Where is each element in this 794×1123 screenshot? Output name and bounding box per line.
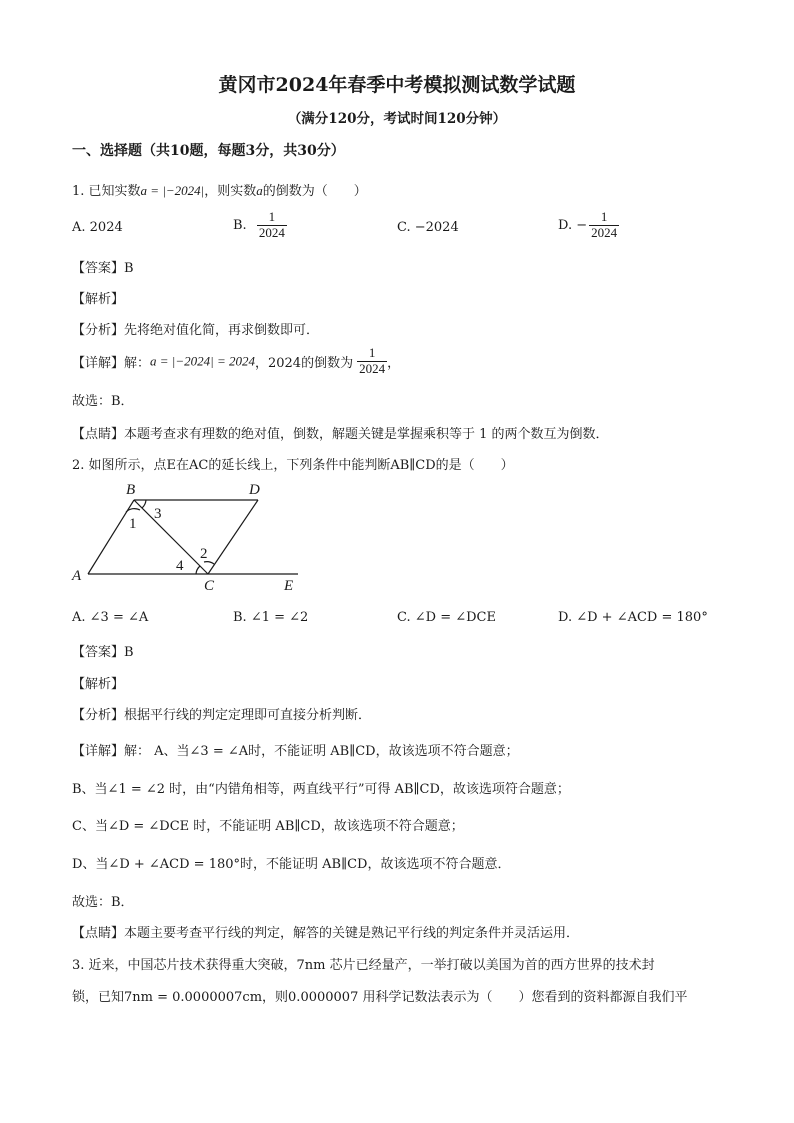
q2-fenxi: 【分析】根据平行线的判定定理即可直接分析判断．	[72, 708, 372, 723]
q1-comment: 【点睛】本题考查求有理数的绝对值，倒数，解题关键是掌握乘积等于 1 的两个数互为倒数．	[72, 427, 609, 442]
q2-analysis-header: 【解析】	[72, 677, 125, 692]
q2-option-d: D. ∠D + ∠ACD = 180°	[558, 610, 708, 625]
q1-conclusion: 故选：B．	[72, 394, 134, 409]
q1-option-b: B. $\frac{1}{2024}$	[233, 209, 285, 240]
q1-fenxi: 【分析】先将绝对值化简，再求倒数即可．	[72, 323, 320, 338]
q3-line-1: 3. 近来，中国芯片技术获得重大突破，7nm 芯片已经量产，一举打破以美国为首的西方世界的技术封	[72, 958, 655, 973]
angle-4-arc	[196, 566, 200, 574]
q1-option-c: C. −2024	[397, 220, 459, 235]
q1-answer: 【答案】B	[72, 261, 134, 276]
angle-2-arc	[204, 562, 214, 564]
q1-stem-expression: a = |−2024|	[140, 183, 205, 198]
q2-detail-d: D、当∠D + ∠ACD = 180°时，不能证明 AB∥CD，故该选项不符合题意．	[72, 857, 511, 872]
q1-detail: 【详解】解：a = |−2024| = 2024，2024的倒数为 $\frac{1}{2024}$ ，	[72, 345, 401, 376]
page-title: 黄冈市2024年春季中考模拟测试数学试题	[218, 74, 576, 96]
q1-option-d: D. − $\frac{1}{2024}$	[558, 209, 618, 240]
label-angle-2: 2	[200, 546, 208, 562]
q2-parallelogram-diagram	[68, 478, 308, 598]
q1-stem: 1. 已知实数a = |−2024|，则实数a的倒数为（ ）	[72, 183, 367, 199]
segment-bc	[134, 500, 208, 574]
q2-answer: 【答案】B	[72, 645, 134, 660]
label-angle-3: 3	[154, 506, 162, 522]
q2-stem: 2. 如图所示，点E在AC的延长线上，下列条件中能判断AB∥CD的是（ ）	[72, 458, 514, 473]
q2-detail-b: B、当∠1 = ∠2 时，由“内错角相等，两直线平行”可得 AB∥CD，故该选项符合题意；	[72, 782, 570, 797]
label-c: C	[204, 578, 215, 594]
segment-dc	[208, 500, 258, 574]
q1-analysis-header: 【解析】	[72, 292, 125, 307]
q2-option-b: B. ∠1 = ∠2	[233, 610, 309, 625]
angle-3-arc	[142, 500, 146, 508]
label-b: B	[126, 482, 136, 498]
q2-option-c: C. ∠D = ∠DCE	[397, 610, 496, 625]
q2-conclusion: 故选：B．	[72, 895, 134, 910]
label-a: A	[72, 568, 82, 584]
label-d: D	[249, 482, 260, 498]
exam-subtitle: （满分120分，考试时间120分钟）	[287, 111, 507, 127]
q2-detail-c: C、当∠D = ∠DCE 时，不能证明 AB∥CD，故该选项不符合题意；	[72, 819, 464, 834]
q2-option-a: A. ∠3 = ∠A	[72, 610, 149, 625]
section-heading: 一、选择题（共10题，每题3分，共30分）	[72, 143, 345, 159]
q3-line-2: 锁，已知7nm = 0.0000007cm，则0.0000007 用科学记数法表示为（ ）您看到的资料都源自我们平	[72, 990, 688, 1005]
q2-detail-a: 【详解】解： A、当∠3 = ∠A时，不能证明 AB∥CD，故该选项不符合题意；	[72, 744, 519, 759]
label-angle-4: 4	[176, 558, 184, 574]
label-e: E	[284, 578, 294, 594]
q2-comment: 【点睛】本题主要考查平行线的判定，解答的关键是熟记平行线的判定条件并灵活运用．	[72, 926, 580, 941]
label-angle-1: 1	[129, 516, 137, 532]
q1-option-a: A. 2024	[72, 220, 123, 235]
